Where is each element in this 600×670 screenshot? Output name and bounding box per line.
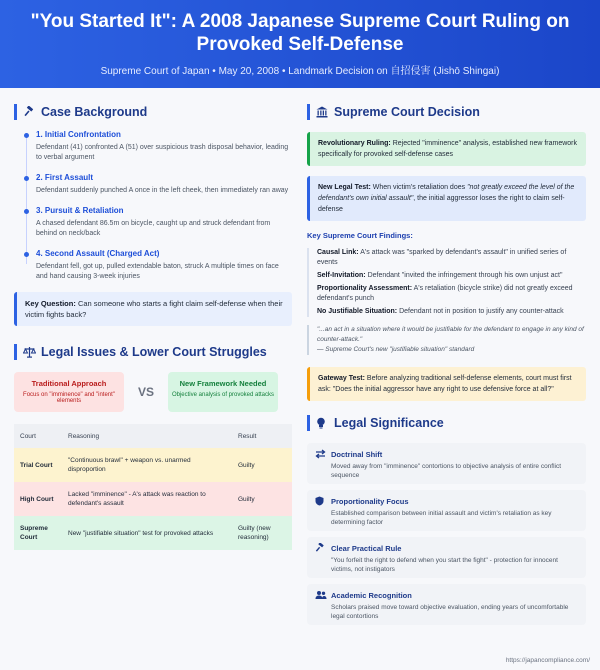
traditional-approach-box: [14, 372, 124, 412]
cell-court: Supreme Court: [20, 525, 48, 541]
scales-icon: [23, 346, 37, 358]
left-column: [14, 104, 292, 550]
revolutionary-ruling-callout: [307, 132, 586, 166]
timeline-dot: [24, 252, 29, 257]
new-legal-test-label: New Legal Test:: [318, 184, 371, 191]
event-title: 4. Second Assault (Charged Act): [36, 249, 160, 258]
finding-text: A's retaliation (bicycle strike) did not greatly exceed defendant's punch: [317, 285, 573, 302]
legal-issues-title: Legal Issues & Lower Court Struggles: [41, 345, 267, 359]
findings-title: Key Supreme Court Findings:: [307, 231, 413, 240]
new-legal-test-text: When victim's retaliation does: [372, 184, 466, 191]
significance-heading: [307, 415, 586, 431]
timeline-event: [36, 130, 292, 163]
table-header-row: [14, 424, 292, 448]
finding-item: [317, 284, 586, 304]
new-legal-test-conclusion: , the initial aggressor loses the right to claim self-defense: [318, 195, 565, 213]
quote-text: "...an act in a situation where it would be justifiable for the defendant to engage in any kind of counter-attack.": [317, 326, 584, 343]
event-text: Defendant fell, got up, pulled extendable baton, struck A multiple times on face and hand causing 3-week injuries: [36, 263, 279, 280]
cell-result: Guilty (new reasoning): [238, 525, 271, 541]
event-text: Defendant suddenly punched A once in the left cheek, then immediately ran away: [36, 187, 289, 194]
significance-item: [307, 443, 586, 484]
gateway-test-callout: [307, 367, 586, 401]
cell-court: High Court: [20, 495, 54, 503]
new-framework-box: [168, 372, 278, 412]
event-title: 1. Initial Confrontation: [36, 130, 121, 139]
significance-item-text: Scholars praised move toward objective evaluation, ending years of uncomfortable legal contortions: [331, 604, 569, 620]
footer-url[interactable]: https://japancompliance.com/: [505, 657, 590, 664]
event-timeline: [14, 130, 292, 282]
finding-text: Defendant "invited the infringement through his own unjust act": [367, 272, 563, 279]
timeline-event: [36, 249, 292, 282]
cell-reasoning: Lacked "imminence" - A's attack was reaction to defendant's assault: [68, 491, 206, 507]
key-question-callout: [14, 292, 292, 326]
page-title-line2: Provoked Self-Defense: [196, 34, 404, 55]
table-row: [14, 482, 292, 516]
cell-result: Guilty: [238, 495, 255, 503]
event-title: 2. First Assault: [36, 173, 94, 182]
significance-item-title: Academic Recognition: [331, 590, 412, 600]
significance-item: [307, 490, 586, 531]
new-framework-title: New Framework Needed: [179, 379, 267, 388]
users-icon: [315, 590, 327, 600]
timeline-dot: [24, 133, 29, 138]
lightbulb-icon: [316, 417, 330, 429]
key-question-label: Key Question:: [25, 299, 76, 308]
page-subtitle: Supreme Court of Japan • May 20, 2008 • Landmark Decision on 自招侵害 (Jishō Shingai): [100, 66, 500, 77]
page-title-line1: "You Started It": A 2008 Japanese Supreme Court Ruling on: [30, 11, 570, 32]
table-row: [14, 448, 292, 482]
shield-icon: [315, 496, 327, 506]
courthouse-icon: [316, 106, 330, 118]
event-text: A chased defendant 86.5m on bicycle, caught up and struck defendant from behind on neck/back: [36, 220, 271, 237]
cell-result: Guilty: [238, 461, 255, 469]
cell-reasoning: New "justifiable situation" test for provoked attacks: [68, 529, 214, 537]
significance-item-text: Moved away from "imminence" contortions to objective analysis of entire conflict sequence: [331, 463, 562, 479]
arrows-icon: [315, 449, 327, 459]
significance-item: [307, 584, 586, 625]
finding-text: Defendant not in position to justify any counter-attack: [399, 308, 564, 315]
traditional-approach-desc: Focus on "imminence" and "intent" elements: [23, 392, 115, 404]
finding-label: Proportionality Assessment:: [317, 285, 413, 292]
table-row: [14, 516, 292, 550]
significance-title: Legal Significance: [334, 416, 444, 430]
page-title: [0, 10, 600, 56]
quote-source: — Supreme Court's new "justifiable situation" standard: [317, 346, 475, 353]
new-legal-test-quote: "not greatly exceed the level of the defendant's own initial assault": [318, 184, 575, 202]
significance-item-title: Proportionality Focus: [331, 496, 409, 506]
timeline-event: [36, 173, 292, 196]
significance-item-text: "You forfeit the right to defend when you start the fight" - protection for innocent victims, not instigators: [331, 557, 558, 573]
key-question-text: Can someone who starts a fight claim self-defense when their victim fights back?: [25, 299, 283, 319]
finding-item: [317, 307, 586, 317]
timeline-event: [36, 206, 292, 239]
cell-reasoning: "Continuous brawl" + weapon vs. unarmed disproportion: [68, 457, 191, 473]
case-background-heading: [14, 104, 292, 120]
finding-item: [317, 271, 586, 281]
column-header-court: Court: [14, 424, 62, 448]
event-text: Defendant (41) confronted A (51) over suspicious trash disposal behavior, leading to verbal argument: [36, 144, 289, 161]
significance-item-title: Doctrinal Shift: [331, 449, 383, 459]
finding-label: No Justifiable Situation:: [317, 308, 398, 315]
decision-heading: [307, 104, 586, 120]
court-quote: [307, 325, 586, 355]
timeline-dot: [24, 176, 29, 181]
case-background-title: Case Background: [41, 105, 148, 119]
page-header: [0, 0, 600, 88]
right-column: [307, 104, 586, 631]
versus-label: VS: [137, 385, 154, 399]
event-title: 3. Pursuit & Retaliation: [36, 206, 124, 215]
finding-item: [317, 248, 586, 268]
significance-item-text: Established comparison between initial assault and victim's retaliation as key determining factor: [331, 510, 552, 526]
significance-item-title: Clear Practical Rule: [331, 543, 402, 553]
findings-list: [307, 248, 586, 317]
cell-court: Trial Court: [20, 461, 53, 469]
timeline-dot: [24, 209, 29, 214]
legal-issues-heading: [14, 344, 292, 360]
gateway-test-text: Before analyzing traditional self-defense elements, court must first ask: "Does the initial aggressor have any right to use defensive force at all?": [318, 375, 572, 393]
finding-label: Causal Link:: [317, 249, 359, 256]
approach-comparison: [14, 372, 292, 412]
court-rulings-table: [14, 424, 292, 550]
revolutionary-ruling-label: Revolutionary Ruling:: [318, 140, 391, 147]
column-header-result: Result: [232, 424, 292, 448]
gavel-icon: [315, 543, 327, 553]
revolutionary-ruling-text: Rejected "imminence" analysis, established new framework specifically for provoked self-defense cases: [318, 140, 578, 158]
significance-item: [307, 537, 586, 578]
new-legal-test-callout: [307, 176, 586, 221]
column-header-reasoning: Reasoning: [62, 424, 232, 448]
finding-text: A's attack was "sparked by defendant's assault" in unified series of events: [317, 249, 567, 266]
finding-label: Self-Invitation:: [317, 272, 366, 279]
decision-title: Supreme Court Decision: [334, 105, 480, 119]
significance-list: [307, 443, 586, 625]
new-framework-desc: Objective analysis of provoked attacks: [171, 392, 275, 398]
gateway-test-label: Gateway Test:: [318, 375, 365, 382]
traditional-approach-title: Traditional Approach: [31, 379, 107, 388]
gavel-icon: [23, 106, 37, 118]
